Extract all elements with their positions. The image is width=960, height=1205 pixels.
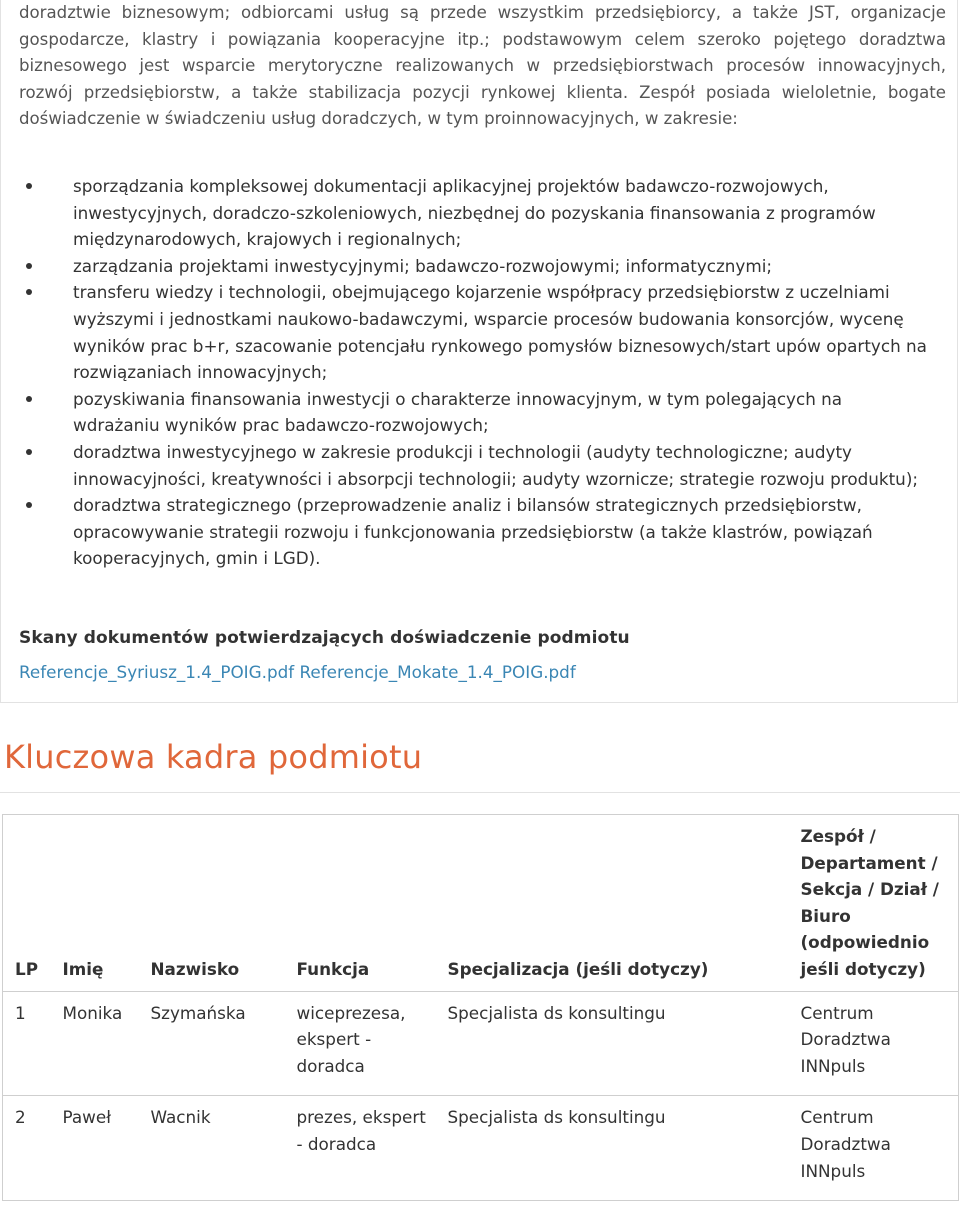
table-row bbox=[3, 991, 959, 1096]
column-header-department: Zespół / Departament / Sekcja / Dział / Biuro (odpowiednio jeśli dotyczy) bbox=[800, 826, 939, 979]
cell-function: wiceprezesa, ekspert - doradca bbox=[296, 1002, 406, 1076]
intro-paragraph: doradztwie biznesowym; odbiorcami usług są przede wszystkim przedsiębiorcy, a także JST, organizacje gospodarcze, klastry i powiązania kooperacyjne itp.; podstawowym celem szeroko pojętego doradztwa biznesowego jest wsparcie merytoryczne realizowanych w przedsiębiorstwach procesów innowacyjnych, rozwój przedsiębiorstw, a także stabilizacja pozycji rynkowej klienta. Zespół posiada wieloletnie, bogate doświadczenie w świadczeniu usług doradczych, w tym proinnowacyjnych, w zakresie: bbox=[19, 3, 946, 129]
column-header-lp: LP bbox=[15, 958, 38, 979]
cell-department: Centrum Doradztwa INNpuls bbox=[800, 1002, 891, 1076]
staff-table bbox=[2, 814, 959, 1201]
table-row bbox=[3, 1096, 959, 1201]
document-link-mokate[interactable]: Referencje_Mokate_1.4_POIG.pdf bbox=[299, 662, 576, 682]
bullet-icon bbox=[26, 449, 32, 455]
cell-last-name: Szymańska bbox=[150, 1002, 246, 1023]
services-list bbox=[19, 173, 929, 572]
document-link-syriusz[interactable]: Referencje_Syriusz_1.4_POIG.pdf bbox=[19, 662, 295, 682]
service-text: doradztwa inwestycyjnego w zakresie produkcji i technologii (audyty technologiczne; audyty innowacyjności, kreatywności i absorpcji technologii; audyty wzornicze; strategie rozwoju produktu); bbox=[73, 441, 919, 489]
section-divider bbox=[0, 792, 960, 793]
service-text: doradztwa strategicznego (przeprowadzenie analiz i bilansów strategicznych przedsiębiorstw, opracowywanie strategii rozwoju i funkcjonowania przedsiębiorstw (a także klastrów, powiązań kooperacyjnych, gmin i LGD). bbox=[73, 495, 873, 569]
list-item bbox=[19, 279, 929, 385]
column-header-specialization: Specjalizacja (jeśli dotyczy) bbox=[447, 958, 709, 979]
cell-lp: 2 bbox=[15, 1107, 26, 1128]
list-item bbox=[19, 173, 929, 253]
cell-first-name: Monika bbox=[62, 1002, 123, 1023]
column-header-last-name: Nazwisko bbox=[150, 958, 240, 979]
documents-heading: Skany dokumentów potwierdzających doświadczenie podmiotu bbox=[19, 628, 630, 648]
cell-lp: 1 bbox=[15, 1002, 26, 1023]
bullet-icon bbox=[26, 502, 32, 508]
cell-last-name: Wacnik bbox=[150, 1107, 211, 1128]
bullet-icon bbox=[26, 263, 32, 269]
service-text: transferu wiedzy i technologii, obejmującego kojarzenie współpracy przedsiębiorstw z uczelniami wyższymi i jednostkami naukowo-badawczymi, wsparcie procesów budowania konsorcjów, wycenę wyników prac b+r, szacowanie potencjału rynkowego pomysłów biznesowych/start upów opartych na rozwiązaniach innowacyjnych; bbox=[73, 282, 927, 383]
service-text: pozyskiwania finansowania inwestycji o charakterze innowacyjnym, w tym polegających na wdrażaniu wyników prac badawczo-rozwojowych; bbox=[73, 388, 843, 436]
cell-first-name: Paweł bbox=[62, 1107, 111, 1128]
table-header-row bbox=[3, 815, 959, 992]
page-title: Kluczowa kadra podmiotu bbox=[4, 738, 423, 776]
list-item bbox=[19, 386, 929, 439]
cell-department: Centrum Doradztwa INNpuls bbox=[800, 1107, 891, 1181]
list-item bbox=[19, 439, 929, 492]
service-text: zarządzania projektami inwestycyjnymi; badawczo-rozwojowymi; informatycznymi; bbox=[73, 255, 773, 276]
column-header-function: Funkcja bbox=[296, 958, 370, 979]
cell-function: prezes, ekspert - doradca bbox=[296, 1107, 426, 1154]
list-item bbox=[19, 492, 929, 572]
bullet-icon bbox=[26, 183, 32, 189]
bullet-icon bbox=[26, 396, 32, 402]
cell-specialization: Specjalista ds konsultingu bbox=[447, 1002, 666, 1023]
document-links bbox=[19, 662, 576, 682]
service-text: sporządzania kompleksowej dokumentacji aplikacyjnej projektów badawczo-rozwojowych, inwestycyjnych, doradczo-szkoleniowych, niezbędnej do pozyskania finansowania z programów międzynarodowych, krajowych i regionalnych; bbox=[73, 176, 876, 250]
list-item bbox=[19, 253, 929, 280]
column-header-first-name: Imię bbox=[62, 958, 104, 979]
bullet-icon bbox=[26, 289, 32, 295]
cell-specialization: Specjalista ds konsultingu bbox=[447, 1107, 666, 1128]
